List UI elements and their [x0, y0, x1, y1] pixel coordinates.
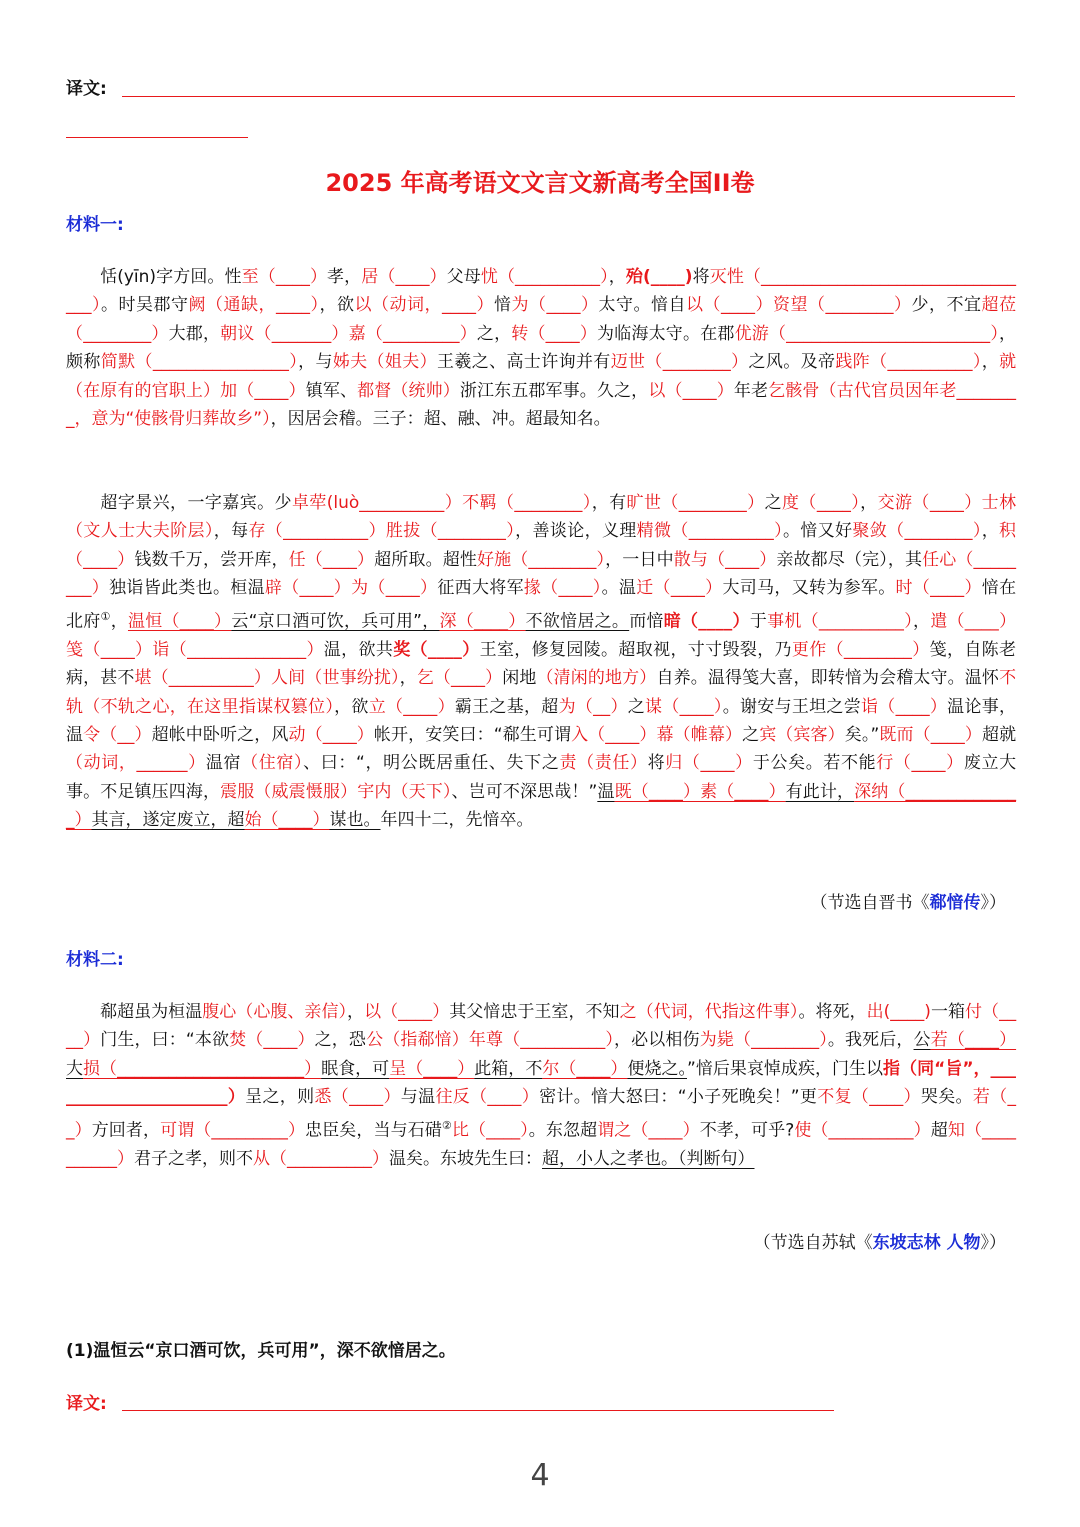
text-segment: 与温: [400, 1087, 436, 1108]
text-segment: 亲故都尽（完），其: [776, 549, 923, 570]
annotated-term: 始（____）: [244, 810, 330, 831]
text-segment: 镇军、: [305, 380, 358, 401]
text-segment: 其言，遂定废立，超: [91, 810, 245, 831]
text-segment: 大: [66, 1058, 84, 1079]
annotated-term: 不复（____）: [817, 1087, 921, 1108]
top-translation-label: 译文:: [66, 79, 107, 99]
material2-source: [754, 1228, 1006, 1253]
annotated-term: 深纳（______________）: [66, 781, 1017, 831]
annotated-term: 温恒（____）: [127, 611, 232, 632]
annotated-term: 以（____）: [686, 295, 773, 316]
annotated-term: 行（____）: [876, 753, 964, 774]
text-segment: 愔在北府: [66, 578, 1017, 632]
text-segment: 不孝，可乎?: [699, 1120, 795, 1141]
annotated-term: 践阼（__________）: [835, 352, 982, 373]
text-segment: 年老: [733, 380, 769, 401]
annotated-term: 存（__________）胜拔（________）: [248, 521, 516, 542]
annotated-term: 可谓（_________）: [160, 1120, 306, 1141]
text-segment: 。温: [601, 578, 637, 599]
annotated-term: 事机（__________）: [767, 611, 913, 632]
annotated-term: 任心（________）: [66, 549, 1017, 599]
annotated-term: 朝议（_______）: [220, 323, 349, 344]
text-segment: 于公矣。若不能: [752, 753, 877, 774]
text-segment: 哭矣。: [920, 1087, 973, 1108]
text-segment: 、岂可不深思哉！”: [451, 781, 598, 802]
annotated-term: 迈世（________）: [610, 352, 749, 373]
text-segment: ，: [981, 521, 1000, 542]
text-segment: 之风。及帝: [748, 352, 836, 373]
text-segment: 之: [764, 493, 783, 513]
text-segment: 于: [749, 611, 768, 632]
text-segment: 超所取。超性: [374, 549, 477, 570]
text-segment: 独诣皆此类也。桓温: [109, 578, 265, 599]
annotated-term: 好施（________）: [476, 549, 606, 570]
text-segment: ，: [399, 668, 417, 689]
text-segment: 公: [913, 1030, 931, 1051]
annotated-term: 尔（____）: [542, 1058, 628, 1079]
source-prefix: （节选自苏轼《: [753, 1233, 873, 1253]
annotated-term: 旷世（________）: [626, 493, 765, 513]
text-segment: 呈之，则: [245, 1087, 315, 1108]
material2-paragraph-1: [66, 998, 1016, 1173]
annotated-term: 谋（____）: [645, 696, 723, 717]
annotated-term: 若（____）: [930, 1030, 1017, 1051]
text-segment: 超帐中卧听之，风: [151, 724, 289, 745]
annotated-term: 更作（________）: [791, 639, 930, 660]
text-segment: 不欲愔居之。: [525, 611, 630, 632]
question-translation-line: [122, 1410, 834, 1411]
question-translation-label: 译文:: [66, 1394, 107, 1414]
text-segment: ，必以相伤: [614, 1030, 700, 1051]
text-segment: 恬(yīn)字方回。性: [100, 267, 242, 287]
page-number: 4: [530, 1458, 550, 1493]
text-segment: ，: [347, 1002, 365, 1022]
text-segment: 其父愔忠于王室，不知: [449, 1002, 620, 1022]
text-segment: 浙江东五郡军事。久之，: [459, 380, 649, 401]
question-text: (1)温恒云“京口酒可饮，兵可用”，深不欲愔居之。: [66, 1341, 456, 1361]
text-segment: 大司马，又转为参军。: [722, 578, 896, 599]
annotated-term: 度（____）: [782, 493, 861, 513]
annotated-term: 付（____）: [66, 1002, 1017, 1051]
annotated-term: 比（____）: [451, 1120, 529, 1141]
text-segment: 方回者，: [91, 1120, 161, 1141]
text-segment: 。谢安与王坦之尝: [722, 696, 862, 717]
annotated-term: 宾（宾客）: [759, 724, 845, 745]
text-segment: 一箱: [930, 1002, 966, 1022]
annotated-term: 遣（____）笺（____）诣（______________）: [66, 611, 1017, 660]
text-segment: ，有: [591, 493, 627, 513]
annotated-term: 既而（____）: [879, 724, 982, 745]
text-segment: 帐开，安笑曰：“郗生可谓: [373, 724, 572, 745]
annotated-term: 不轨（不轨之心，在这里指谋权篡位）: [66, 668, 1017, 717]
text-segment: 眠食，可: [321, 1058, 390, 1079]
text-segment: 温，欲共: [323, 639, 394, 660]
text-segment: ，: [608, 267, 626, 287]
text-segment: 少，不宜: [911, 295, 982, 316]
annotated-term: 悉（____）: [314, 1087, 401, 1108]
text-segment: 郗超虽为桓温: [100, 1002, 203, 1022]
text-segment: 年四十二，先愔卒。: [380, 810, 534, 831]
annotated-term: 阙（通缺，____）: [188, 295, 320, 316]
annotated-term: 腹心（心腹、亲信）: [202, 1002, 348, 1022]
annotated-term: 以（____）: [648, 380, 734, 401]
text-segment: 而愔: [629, 611, 664, 632]
text-segment: 云“京口酒可饮，兵可用”，: [231, 611, 440, 632]
annotated-term: 聚敛（________）: [852, 521, 982, 542]
annotated-term: 精微（__________）: [636, 521, 783, 542]
text-segment: 将: [647, 753, 666, 774]
annotated-term: 以（动词，____）: [354, 295, 494, 316]
annotated-term: 呈（____）: [389, 1058, 475, 1079]
text-segment: ，因居会稽。三子：超、融、冲。超最知名。: [270, 409, 611, 430]
annotated-term: 焚（____）: [229, 1030, 315, 1051]
text-segment: ，欲: [334, 696, 369, 717]
top-translation-line: [122, 96, 1015, 97]
text-segment: ，: [912, 611, 931, 632]
text-segment: 王室，修复园陵。超取视，寸寸毁裂，乃: [479, 639, 792, 660]
text-segment: 之: [627, 696, 646, 717]
annotated-term: 资望（________）: [773, 295, 912, 316]
text-segment: 霸王之基，超: [454, 696, 559, 717]
annotated-term: 积（____）: [66, 521, 1017, 570]
text-segment: ”愔后果哀悼成疾，门生以: [687, 1058, 884, 1079]
text-segment: ，善谈论，义理: [515, 521, 637, 542]
text-segment: 超字景兴，一字嘉宾。少: [100, 493, 292, 513]
annotated-term: 灭性（_________________________________）: [66, 267, 1017, 316]
text-segment: 君子之孝，则不: [134, 1148, 253, 1169]
annotated-term: 以（____）: [364, 1002, 450, 1022]
annotated-term: 乞（____）: [416, 668, 503, 689]
source-title: 郗愔传: [929, 893, 981, 913]
annotated-term: 谓之（____）: [597, 1120, 700, 1141]
text-segment: 孝，: [327, 267, 362, 287]
text-segment: 温: [597, 781, 615, 802]
text-segment: ②: [441, 1118, 452, 1132]
text-segment: 、曰：“，明公既居重任、失下之: [303, 753, 560, 774]
text-segment: 将: [692, 267, 710, 287]
text-segment: 温论事，温: [66, 696, 1017, 745]
annotated-term: 震服（威震慑服）宇内（天下）: [220, 781, 452, 802]
material1-paragraph-1: [66, 263, 1016, 433]
source-suffix: 》）: [980, 893, 1006, 913]
text-segment: ，: [860, 493, 878, 513]
annotated-term: 令（__）: [83, 724, 152, 745]
annotated-term: 指（同“旨”，______________________）: [66, 1058, 1017, 1108]
annotated-term: 奖（____）: [393, 639, 480, 660]
annotated-term: 使（__________）: [794, 1120, 931, 1141]
text-segment: 超，小人之孝也。（判断句）: [542, 1148, 755, 1169]
source-title: 东坡志林 人物: [872, 1233, 981, 1253]
material1-paragraph-2: [66, 489, 1016, 835]
annotated-term: 损（______________________）: [83, 1058, 322, 1079]
text-segment: 征西大将军: [437, 578, 524, 599]
text-segment: 废立大事。不足镇压四海，: [66, 753, 1017, 802]
text-segment: 之: [742, 724, 760, 745]
annotated-term: （清闲的地方）: [536, 668, 657, 689]
text-segment: 笺，自陈老病，甚不: [66, 639, 1017, 689]
text-segment: 门生，曰：“本欲: [100, 1030, 230, 1051]
text-segment: 温矣。东坡先生曰：: [389, 1148, 542, 1169]
annotated-term: 超莅（________）: [66, 295, 1016, 344]
annotated-term: 优游（________________________）: [734, 323, 1000, 344]
text-segment: ①: [100, 609, 111, 623]
annotated-term: 居（____）: [361, 267, 447, 287]
text-segment: 密计。愔大怒曰：“小子死晚矣！”更: [539, 1087, 818, 1108]
text-segment: ，: [110, 611, 128, 632]
text-segment: 自养。温得笺大喜，即转愔为会稽太守。温怀: [656, 668, 1000, 689]
annotated-term: 忧（__________）: [480, 267, 609, 287]
annotated-term: 掾（____）: [523, 578, 602, 599]
annotated-term: 入（____）幕（帷幕）: [571, 724, 743, 745]
text-segment: 。我死后，: [827, 1030, 914, 1051]
text-segment: ，每: [213, 521, 249, 542]
text-segment: 。愔又好: [782, 521, 853, 542]
annotated-term: 之（代词，代指这件事）: [619, 1002, 799, 1022]
text-segment: 太守。愔自: [598, 295, 686, 316]
text-segment: 为临海太守。在郡: [597, 323, 735, 344]
annotated-term: 姊夫（姐夫）: [332, 352, 438, 373]
text-segment: 忠臣矣，当与石碏: [305, 1120, 442, 1141]
annotated-term: 都督（统帅）: [357, 380, 460, 401]
text-segment: 有此计，: [785, 781, 855, 802]
annotated-term: 暗（____）: [663, 611, 750, 632]
annotated-term: 往反（____）: [435, 1087, 540, 1108]
text-segment: ，欲: [319, 295, 355, 316]
annotated-term: 嘉（_________）: [348, 323, 477, 344]
text-segment: 之，: [476, 323, 512, 344]
annotated-term: 归（____）: [665, 753, 753, 774]
text-segment: 王羲之、高士许询并有: [437, 352, 611, 373]
annotated-term: 殆(____): [625, 267, 693, 287]
text-segment: 温宿: [205, 753, 242, 774]
annotated-term: 立（____）: [368, 696, 455, 717]
annotated-term: 散与（____）: [673, 549, 777, 570]
annotated-term: 任（____）: [288, 549, 375, 570]
annotated-term: 为（____）: [511, 295, 599, 316]
annotated-term: 就（在原有的官职上）加（____）: [66, 352, 1017, 401]
annotated-term: 为毙（________）: [699, 1030, 828, 1051]
annotated-term: 深（____）: [439, 611, 526, 632]
annotated-term: 简默（________________）: [100, 352, 299, 373]
annotated-term: 知（__________）: [66, 1120, 1017, 1169]
text-segment: 愔: [494, 295, 512, 316]
annotated-term: （住宿）: [241, 753, 304, 774]
text-segment: 闲地: [502, 668, 537, 689]
annotated-term: 至（____）: [241, 267, 328, 287]
annotated-term: 公（指郗愔）年尊（__________）: [366, 1030, 615, 1051]
text-segment: 。时吴郡守: [101, 295, 189, 316]
material2-label: 材料二:: [66, 950, 124, 970]
source-suffix: 》）: [980, 1233, 1006, 1253]
annotated-term: 出(____): [866, 1002, 931, 1022]
text-segment: 超就: [981, 724, 1017, 745]
annotated-term: 时（____）: [895, 578, 982, 599]
text-segment: 钱数千万，尝开库，: [134, 549, 289, 570]
material1-label: 材料一:: [66, 215, 124, 235]
text-segment: 便烧之。: [627, 1058, 687, 1079]
annotated-term: 动（____）: [288, 724, 374, 745]
source-prefix: （节选自晋书《: [810, 893, 930, 913]
top-translation-line-2: [66, 137, 248, 138]
annotated-term: 辟（____）为（____）: [264, 578, 438, 599]
annotated-term: 责（责任）: [559, 753, 648, 774]
text-segment: 矣。”: [844, 724, 880, 745]
material1-source: [811, 888, 1007, 913]
text-segment: ，颇称: [66, 323, 1017, 373]
text-segment: 父母: [446, 267, 481, 287]
text-segment: 。将死，: [798, 1002, 867, 1022]
annotated-term: 诣（____）: [861, 696, 948, 717]
annotated-term: 卓荦(luò__________）不羁（________）: [291, 493, 592, 513]
annotated-term: 若（__）: [66, 1087, 1017, 1141]
annotated-term: 转（____）: [511, 323, 598, 344]
text-segment: 谋也。: [329, 810, 381, 831]
annotated-term: 堪（__________）人间（世事纷扰）: [134, 668, 400, 689]
annotated-term: 交游（____）士林（文人士大夫阶层）: [66, 493, 1017, 542]
text-segment: ，与: [298, 352, 333, 373]
annotated-term: 乞骸骨（古代官员因年老________，意为“使骸骨归葬故乡”）: [66, 380, 1017, 430]
annotated-term: 迁（____）: [636, 578, 723, 599]
annotated-term: 为（__）: [558, 696, 628, 717]
text-segment: 此箱，不: [474, 1058, 543, 1079]
annotated-term: 从（__________）: [253, 1148, 389, 1169]
text-segment: ，: [981, 352, 1000, 373]
text-segment: 之，恐: [314, 1030, 367, 1051]
text-segment: 大郡，: [168, 323, 221, 344]
annotated-term: 既（____）素（____）: [614, 781, 786, 802]
text-segment: ，一日中: [605, 549, 674, 570]
annotated-term: （动词，______）: [66, 753, 206, 774]
text-segment: 超: [930, 1120, 948, 1141]
text-segment: 。东忽超: [528, 1120, 598, 1141]
page-title: 2025 年高考语文文言文新高考全国II卷: [325, 169, 755, 197]
